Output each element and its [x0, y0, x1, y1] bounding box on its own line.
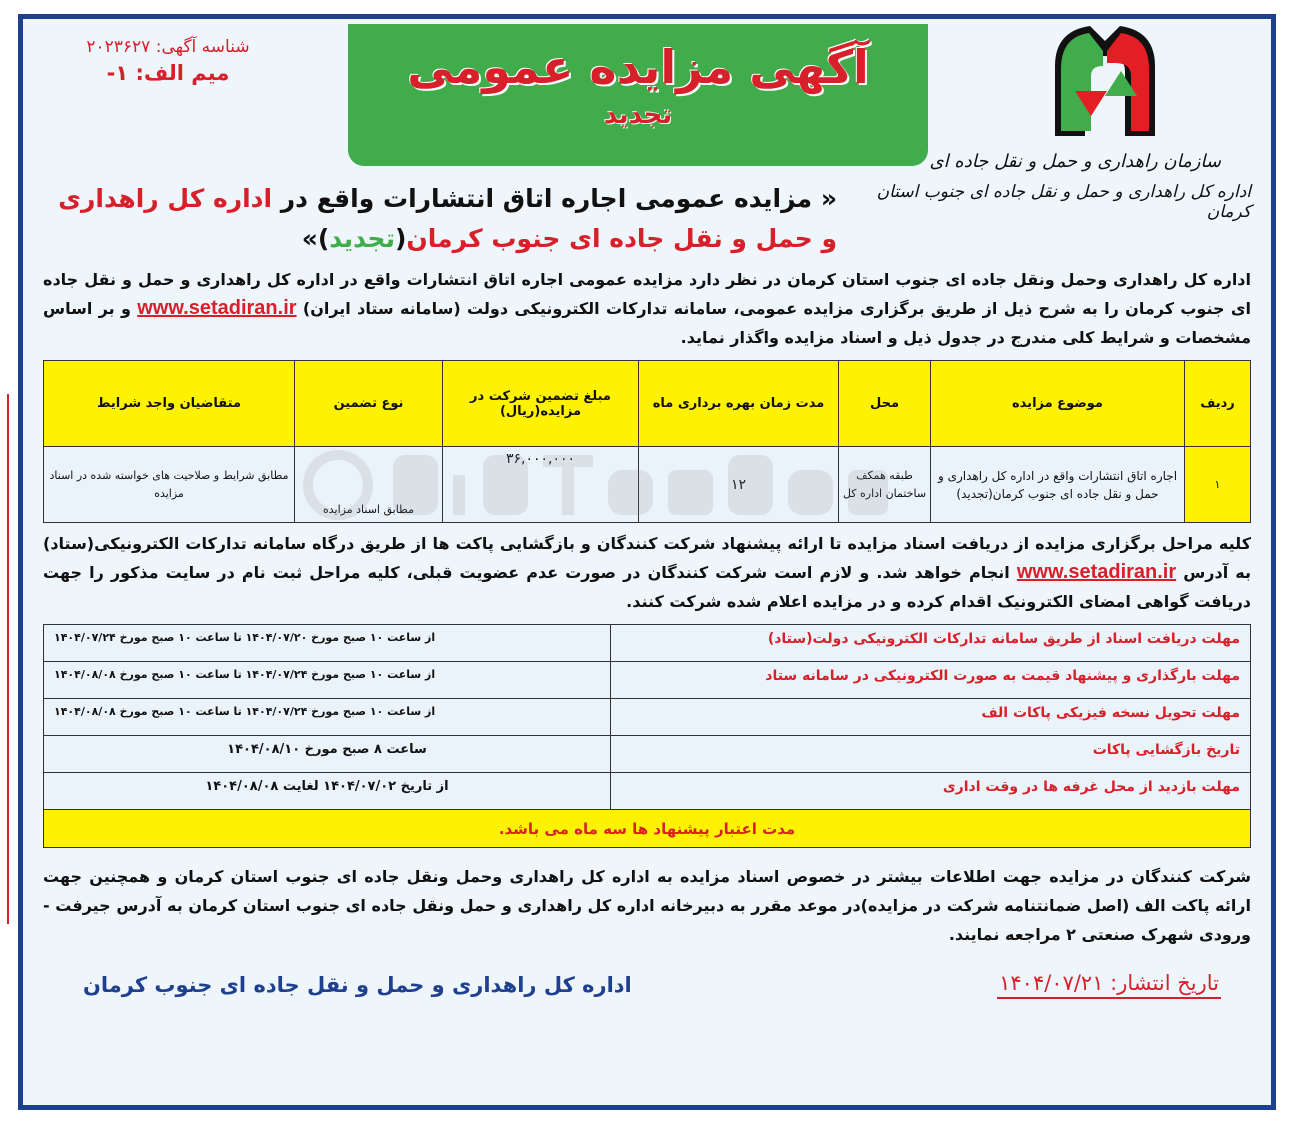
schedule-value: از ساعت ۱۰ صبح مورخ ۱۴۰۴/۰۷/۲۴ تا ساعت ۱۰ صبح مورخ ۱۴۰۴/۰۸/۰۸: [44, 662, 611, 699]
validity-note: مدت اعتبار پیشنهاد ها سه ماه می باشد.: [44, 810, 1251, 848]
ad-id: شناسه آگهی: ۲۰۲۳۶۲۷: [86, 37, 250, 57]
schedule-value: ساعت ۸ صبح مورخ ۱۴۰۴/۰۸/۱۰: [44, 736, 611, 773]
cell-subject: اجاره اتاق انتشارات واقع در اداره کل راهداری و حمل و نقل جاده ای جنوب کرمان(تجدید): [931, 447, 1185, 523]
ad-title: آگهی مزایده عمومی: [407, 40, 869, 94]
cell-guarantee-amount: ۳۶,۰۰۰,۰۰۰: [443, 447, 639, 523]
intro-text: و بر اساس مشخصات و شرایط کلی مندرج در جدول ذیل و اسناد مزایده واگذار نماید.: [43, 299, 1251, 347]
col-header: مدت زمان بهره برداری ماه: [639, 361, 839, 447]
cell-duration: ۱۲: [639, 447, 839, 523]
org-line-1: سازمان راهداری و حمل و نقل جاده ای: [929, 151, 1221, 172]
setadiran-link[interactable]: www.setadiran.ir: [137, 297, 297, 319]
footer: [43, 971, 1251, 999]
ad-meta: [58, 37, 278, 85]
auction-table-wrapper: [43, 360, 1251, 523]
ad-frame: [18, 14, 1276, 1110]
schedule-value: از ساعت ۱۰ صبح مورخ ۱۴۰۴/۰۷/۲۰ تا ساعت ۱۰ صبح مورخ ۱۴۰۴/۰۷/۲۴: [44, 625, 611, 662]
schedule-row: [44, 736, 1251, 773]
road-maintenance-logo-icon: [1045, 21, 1165, 141]
schedule-label: تاریخ بازگشایی پاکات: [611, 736, 1251, 773]
headline: [43, 179, 837, 259]
headline-part: « مزایده عمومی اجاره اتاق انتشارات واقع در: [272, 184, 837, 213]
headline-highlight: اداره کل راهداری و حمل و نقل جاده ای جنوب کرمان: [58, 184, 837, 253]
org-line-2: اداره کل راهداری و حمل و نقل جاده ای جنوب استان کرمان: [876, 182, 1251, 222]
ad-subtitle: تجدید: [603, 100, 673, 130]
schedule-row: [44, 625, 1251, 662]
publish-date: تاریخ انتشار: ۱۴۰۴/۰۷/۲۱: [997, 971, 1221, 999]
intro-text: اداره کل راهداری وحمل ونقل جاده ای جنوب استان کرمان در نظر دارد مزایده عمومی اجاره اتاق انتشارات واقع در اداره کل راهداری و حمل و نقل جاده ای جنوب کرمان را به شرح ذیل از طریق برگزاری مزایده عمومی، سامانه تدارکات الکترونیکی دولت (سامانه ستاد ایران): [43, 270, 1252, 318]
ad-header: [43, 19, 1251, 179]
schedule-label: مهلت دریافت اسناد از طریق سامانه تدارکات الکترونیکی دولت(ستاد): [611, 625, 1251, 662]
cell-location: طبقه همکف ساختمان اداره کل: [839, 447, 931, 523]
schedule-row: [44, 699, 1251, 736]
process-paragraph: [43, 529, 1251, 616]
auction-table: [43, 360, 1251, 523]
schedule-row: [44, 773, 1251, 810]
col-header: نوع تضمین: [295, 361, 443, 447]
schedule-label: مهلت بازدید از محل غرفه ها در وقت اداری: [611, 773, 1251, 810]
process-text: کلیه مراحل برگزاری مزایده از دریافت اسناد مزایده تا ارائه پیشنهاد شرکت کنندگان و بازگشایی پاکت ها از طریق درگاه سامانه تدارکات الکترونیکی(ستاد) به آدرس: [43, 534, 1251, 582]
headline-row: [43, 151, 1251, 259]
col-header: متقاضیان واجد شرایط: [44, 361, 295, 447]
schedule-table: [43, 624, 1251, 848]
setadiran-link[interactable]: www.setadiran.ir: [1016, 561, 1177, 583]
cell-guarantee-type: مطابق اسناد مزایده: [295, 447, 443, 523]
schedule-label: مهلت تحویل نسخه فیزیکی پاکات الف: [611, 699, 1251, 736]
table-header-row: [44, 361, 1251, 447]
table-row: [44, 447, 1251, 523]
title-banner: [348, 24, 928, 166]
cell-eligibility: مطابق شرایط و صلاحیت های خواسته شده در اسناد مزایده: [44, 447, 295, 523]
col-header: مبلغ تضمین شرکت در مزایده(ریال): [443, 361, 639, 447]
closing-paragraph: شرکت کنندگان در مزایده جهت اطلاعات بیشتر در خصوص اسناد مزایده به اداره کل راهداری وحمل ونقل جاده ای جنوب استان کرمان و همچنین جهت ارائه پاکت الف (اصل ضمانتنامه شرکت در مزایده)در موعد مقرر به دبیرخانه اداره کل راهداری و حمل ونقل جاده ای جنوب استان کرمان به آدرس جیرفت - ورودی شهرک صنعتی ۲ مراجعه نمایند.: [43, 867, 1251, 944]
col-header: ردیف: [1185, 361, 1251, 447]
mim-code: میم الف: ۱-: [106, 61, 230, 85]
validity-row: [44, 810, 1251, 848]
col-header: موضوع مزایده: [931, 361, 1185, 447]
headline-part: )»: [301, 224, 330, 253]
intro-paragraph: [43, 265, 1251, 352]
schedule-label: مهلت بارگذاری و پیشنهاد قیمت به صورت الکترونیکی در سامانه ستاد: [611, 662, 1251, 699]
col-header: محل: [839, 361, 931, 447]
footer-organization: اداره کل راهداری و حمل و نقل جاده ای جنوب کرمان: [83, 973, 632, 997]
schedule-value: از ساعت ۱۰ صبح مورخ ۱۴۰۴/۰۷/۲۴ تا ساعت ۱۰ صبح مورخ ۱۴۰۴/۰۸/۰۸: [44, 699, 611, 736]
margin-line: [7, 394, 9, 924]
cell-row-number: ۱: [1185, 447, 1251, 523]
headline-part: (: [394, 224, 407, 253]
headline-renewal: تجدید: [329, 224, 395, 253]
schedule-value: از تاریخ ۱۴۰۴/۰۷/۰۲ لغایت ۱۴۰۴/۰۸/۰۸: [44, 773, 611, 810]
process-text: انجام خواهد شد. و لازم است شرکت کنندگان در صورت عدم عضویت قبلی، کلیه مراحل ثبت نام در سایت مذکور را جهت دریافت گواهی امضای الکترونیک اقدام کرده و در مزایده اعلام شده شرکت کنند.: [43, 563, 1251, 611]
schedule-row: [44, 662, 1251, 699]
